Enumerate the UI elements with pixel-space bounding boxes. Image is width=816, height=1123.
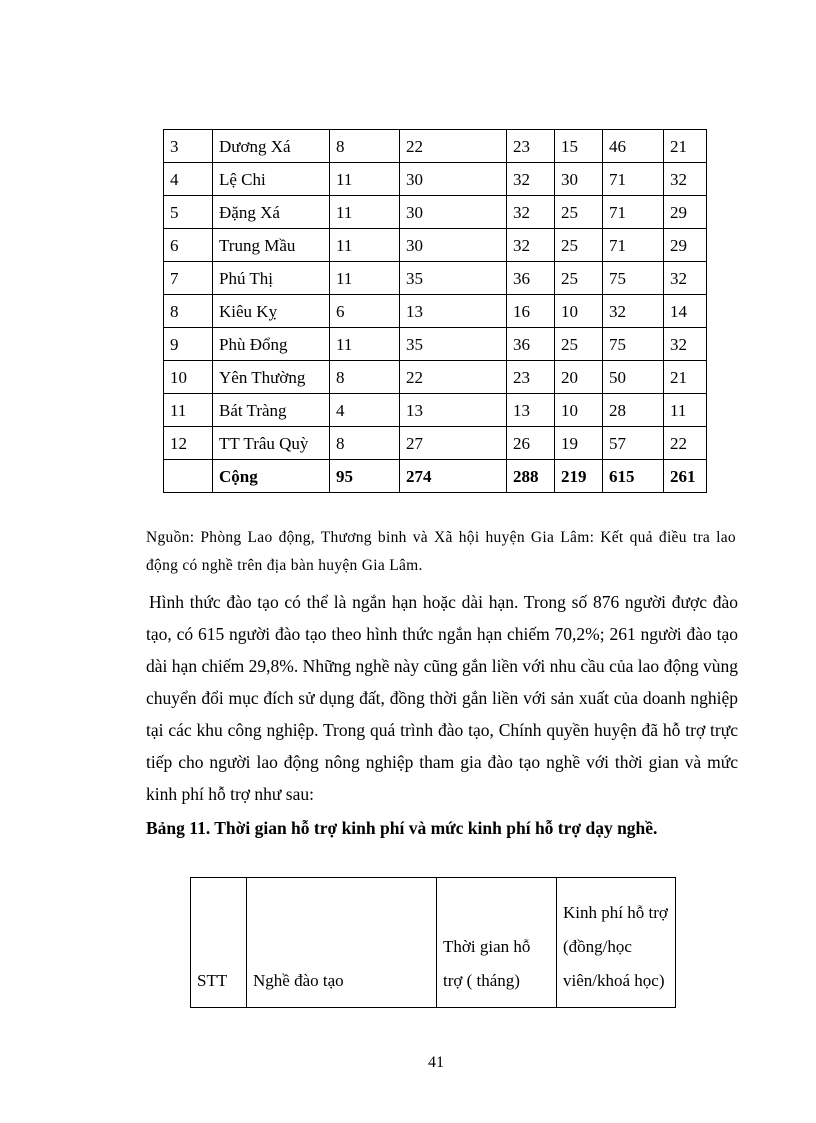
table-cell: 11 <box>330 163 400 196</box>
table-cell: 32 <box>507 229 555 262</box>
table-cell: 35 <box>400 328 507 361</box>
table-cell: 12 <box>164 427 213 460</box>
table-cell: 29 <box>664 229 707 262</box>
table-cell: 10 <box>164 361 213 394</box>
table-cell: 16 <box>507 295 555 328</box>
table-cell: 6 <box>164 229 213 262</box>
table-cell: 25 <box>555 196 603 229</box>
body-paragraph <box>146 586 738 810</box>
table-cell: Kiêu Kỵ <box>213 295 330 328</box>
source-note: Nguồn: Phòng Lao động, Thương binh và Xã hội huyện Gia Lâm: Kết quả điều tra lao động có nghề trên địa bàn huyện Gia Lâm. <box>146 529 736 574</box>
table-cell: 27 <box>400 427 507 460</box>
table-cell: 219 <box>555 460 603 493</box>
table-cell: 11 <box>330 262 400 295</box>
table-cell: Phù Đổng <box>213 328 330 361</box>
table-cell: 10 <box>555 394 603 427</box>
table-row <box>164 427 707 460</box>
header-duration: Thời gian hỗ trợ ( tháng) <box>437 878 557 1008</box>
table-cell: 4 <box>330 394 400 427</box>
table-row <box>164 229 707 262</box>
table-cell: 25 <box>555 262 603 295</box>
table-cell: 36 <box>507 328 555 361</box>
table-cell: 3 <box>164 130 213 163</box>
table-cell: 35 <box>400 262 507 295</box>
table-cell: 30 <box>400 163 507 196</box>
table-cell: Bát Tràng <box>213 394 330 427</box>
table-cell: 25 <box>555 229 603 262</box>
table-header-row <box>191 878 676 1008</box>
table-cell: 13 <box>400 295 507 328</box>
table-cell: 32 <box>664 163 707 196</box>
table-row <box>164 295 707 328</box>
table-cell: 11 <box>330 328 400 361</box>
table-cell: 8 <box>330 427 400 460</box>
table-cell: 21 <box>664 130 707 163</box>
table-cell: 9 <box>164 328 213 361</box>
table-row <box>164 130 707 163</box>
table-cell: 30 <box>555 163 603 196</box>
table-cell: 14 <box>664 295 707 328</box>
table-cell: Trung Mầu <box>213 229 330 262</box>
table-cell: 50 <box>603 361 664 394</box>
table-cell: 15 <box>555 130 603 163</box>
table-cell: 21 <box>664 361 707 394</box>
table-cell: 11 <box>164 394 213 427</box>
table-cell: 71 <box>603 229 664 262</box>
table-cell: 8 <box>330 130 400 163</box>
table-cell: 13 <box>507 394 555 427</box>
table-cell: 274 <box>400 460 507 493</box>
table-cell: 615 <box>603 460 664 493</box>
table-total-row <box>164 460 707 493</box>
table-cell: 13 <box>400 394 507 427</box>
table-cell: 261 <box>664 460 707 493</box>
table-cell: 10 <box>555 295 603 328</box>
table-cell: 30 <box>400 196 507 229</box>
page-number: 41 <box>428 1054 444 1071</box>
table-cell: Cộng <box>213 460 330 493</box>
table-cell: 32 <box>507 196 555 229</box>
table-cell: 22 <box>400 361 507 394</box>
table-cell: 20 <box>555 361 603 394</box>
table-cell: 6 <box>330 295 400 328</box>
table-cell: 8 <box>164 295 213 328</box>
table-cell: 46 <box>603 130 664 163</box>
table-cell: 36 <box>507 262 555 295</box>
table-cell: 22 <box>400 130 507 163</box>
table-row <box>164 196 707 229</box>
table-row <box>164 361 707 394</box>
table-cell: 8 <box>330 361 400 394</box>
table-cell: 23 <box>507 130 555 163</box>
support-cost-table <box>190 877 676 1008</box>
header-occupation: Nghề đào tạo <box>247 878 437 1008</box>
table-cell: 5 <box>164 196 213 229</box>
table-row <box>164 328 707 361</box>
table-cell: 23 <box>507 361 555 394</box>
table-cell: 29 <box>664 196 707 229</box>
table-cell: TT Trâu Quỳ <box>213 427 330 460</box>
table-cell: 4 <box>164 163 213 196</box>
table-cell: 7 <box>164 262 213 295</box>
table-cell: 26 <box>507 427 555 460</box>
table-cell: 32 <box>603 295 664 328</box>
table-cell: Lệ Chi <box>213 163 330 196</box>
table-cell: 95 <box>330 460 400 493</box>
table-cell <box>164 460 213 493</box>
table-row <box>164 262 707 295</box>
table-cell: 11 <box>330 229 400 262</box>
table-caption: Bảng 11. Thời gian hỗ trợ kinh phí và mức kinh phí hỗ trợ dạy nghề. <box>146 818 658 838</box>
table-cell: 11 <box>330 196 400 229</box>
table-cell: 32 <box>664 262 707 295</box>
table-cell: 71 <box>603 196 664 229</box>
table-cell: 57 <box>603 427 664 460</box>
table-cell: 288 <box>507 460 555 493</box>
table-cell: 22 <box>664 427 707 460</box>
table-cell: Phú Thị <box>213 262 330 295</box>
table-cell: Dương Xá <box>213 130 330 163</box>
table-cell: 25 <box>555 328 603 361</box>
table-cell: Đặng Xá <box>213 196 330 229</box>
table-row <box>164 394 707 427</box>
table-cell: 71 <box>603 163 664 196</box>
table-cell: Yên Thường <box>213 361 330 394</box>
table-cell: 75 <box>603 328 664 361</box>
table-row <box>164 163 707 196</box>
header-cost: Kinh phí hỗ trợ (đồng/học viên/khoá học) <box>557 878 676 1008</box>
table-cell: 32 <box>664 328 707 361</box>
table-cell: 11 <box>664 394 707 427</box>
table-cell: 75 <box>603 262 664 295</box>
table-cell: 32 <box>507 163 555 196</box>
labor-training-table <box>163 129 707 493</box>
paragraph-text: Hình thức đào tạo có thể là ngắn hạn hoặc dài hạn. Trong số 876 người được đào tạo, có 615 người đào tạo theo hình thức ngắn hạn chiếm 70,2%; 261 người đào tạo dài hạn chiếm 29,8%. Những nghề này cũng gắn liền với nhu cầu của lao động vùng chuyển đổi mục đích sử dụng đất, đồng thời gắn liền với sản xuất của doanh nghiệp tại các khu công nghiệp. Trong quá trình đào tạo, Chính quyền huyện đã hỗ trợ trực tiếp cho người lao động nông nghiệp tham gia đào tạo nghề với thời gian và mức kinh phí hỗ trợ như sau: <box>146 592 738 804</box>
header-stt: STT <box>191 878 247 1008</box>
table-cell: 19 <box>555 427 603 460</box>
table-cell: 30 <box>400 229 507 262</box>
table-cell: 28 <box>603 394 664 427</box>
